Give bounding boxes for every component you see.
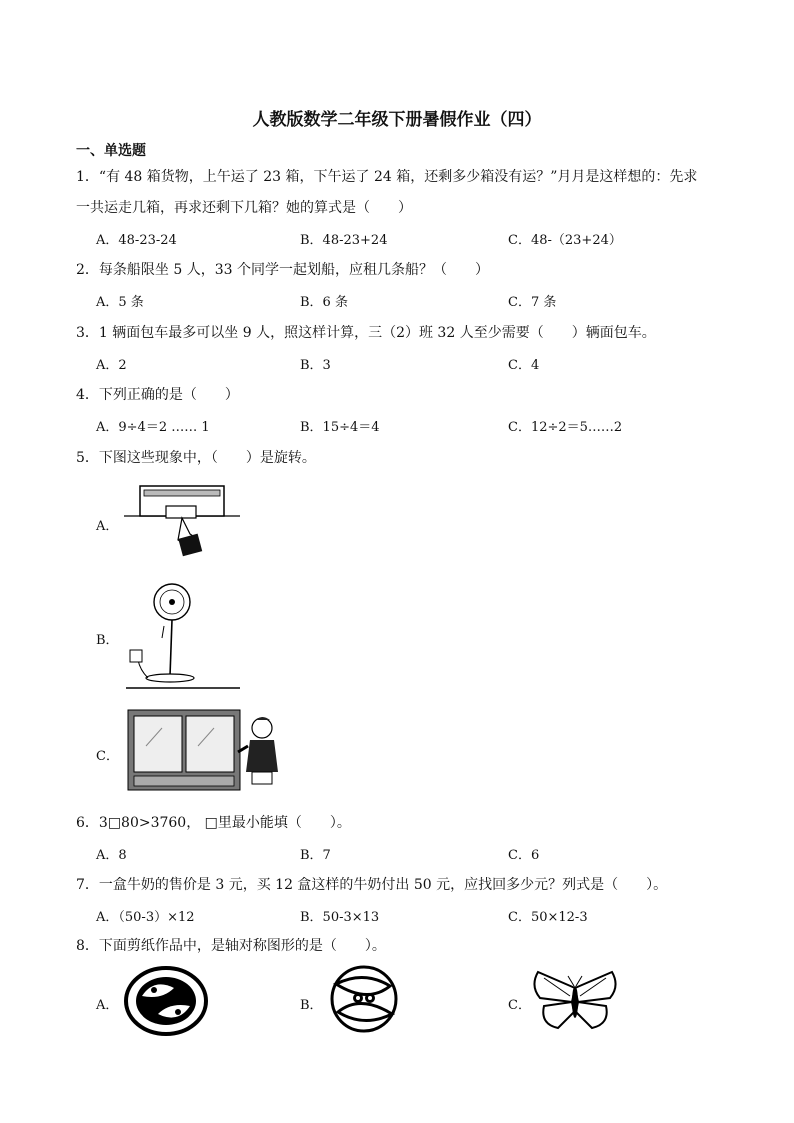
q8-option-b[interactable]: B． bbox=[300, 998, 323, 1013]
q6-option-b[interactable]: B．7 bbox=[300, 848, 331, 863]
question-8-text: 8．下面剪纸作品中，是轴对称图形的是（ ）。 bbox=[76, 938, 386, 954]
question-1-text: 1．“有 48 箱货物，上午运了 23 箱，下午运了 24 箱，还剩多少箱没有运？”月月是这样想的：先求 bbox=[76, 169, 698, 185]
q1-option-c[interactable]: C．48-（23+24） bbox=[508, 233, 622, 248]
question-1-text-cont: 一共运走几箱，再求还剩下几箱？她的算式是（ ） bbox=[76, 200, 412, 216]
question-5-text: 5．下图这些现象中，（ ）是旋转。 bbox=[76, 450, 316, 466]
q8-option-c[interactable]: C． bbox=[508, 998, 531, 1013]
q2-option-c[interactable]: C．7 条 bbox=[508, 295, 557, 310]
q4-option-a[interactable]: A．9÷4＝2 …… 1 bbox=[96, 420, 210, 435]
q7-option-c[interactable]: C．50×12-3 bbox=[508, 910, 588, 925]
question-3-text: 3．1 辆面包车最多可以坐 9 人，照这样计算，三（2）班 32 人至少需要（ ）辆面包车。 bbox=[76, 325, 656, 341]
sliding-drawer-image bbox=[122, 480, 242, 560]
question-6-text: 6．3□80>3760， □里最小能填（ ）。 bbox=[76, 815, 351, 831]
q4-option-c[interactable]: C．12÷2＝5……2 bbox=[508, 420, 623, 435]
q3-option-a[interactable]: A．2 bbox=[96, 358, 127, 373]
electric-fan-image bbox=[126, 580, 246, 692]
q3-option-b[interactable]: B．3 bbox=[300, 358, 331, 373]
sliding-window-image bbox=[126, 706, 282, 794]
q7-option-a[interactable]: A．（50-3）×12 bbox=[96, 910, 195, 925]
q5-option-b[interactable]: B． bbox=[96, 633, 119, 648]
page-title: 人教版数学二年级下册暑假作业（四） bbox=[252, 110, 542, 130]
q8-option-a[interactable]: A． bbox=[96, 998, 119, 1013]
q3-option-c[interactable]: C．4 bbox=[508, 358, 540, 373]
q6-option-c[interactable]: C．6 bbox=[508, 848, 540, 863]
q2-option-b[interactable]: B．6 条 bbox=[300, 295, 348, 310]
question-7-text: 7．一盒牛奶的售价是 3 元，买 12 盒这样的牛奶付出 50 元，应找回多少元？列式是（ ）。 bbox=[76, 877, 668, 893]
section-heading: 一、单选题 bbox=[76, 143, 146, 159]
question-2-text: 2．每条船限坐 5 人，33 个同学一起划船，应租几条船？（ ） bbox=[76, 262, 489, 278]
q5-option-c[interactable]: C． bbox=[96, 749, 119, 764]
papercut-fish-circle-image bbox=[124, 966, 208, 1036]
q5-option-a[interactable]: A． bbox=[96, 519, 119, 534]
question-4-text: 4．下列正确的是（ ） bbox=[76, 387, 239, 403]
q6-option-a[interactable]: A．8 bbox=[96, 848, 127, 863]
q7-option-b[interactable]: B．50-3×13 bbox=[300, 910, 380, 925]
papercut-fish-pair-image bbox=[324, 964, 404, 1034]
q1-option-b[interactable]: B．48-23+24 bbox=[300, 233, 388, 248]
q1-option-a[interactable]: A．48-23-24 bbox=[96, 233, 177, 248]
q2-option-a[interactable]: A．5 条 bbox=[96, 295, 144, 310]
papercut-butterfly-image bbox=[530, 968, 620, 1032]
q4-option-b[interactable]: B．15÷4＝4 bbox=[300, 420, 380, 435]
